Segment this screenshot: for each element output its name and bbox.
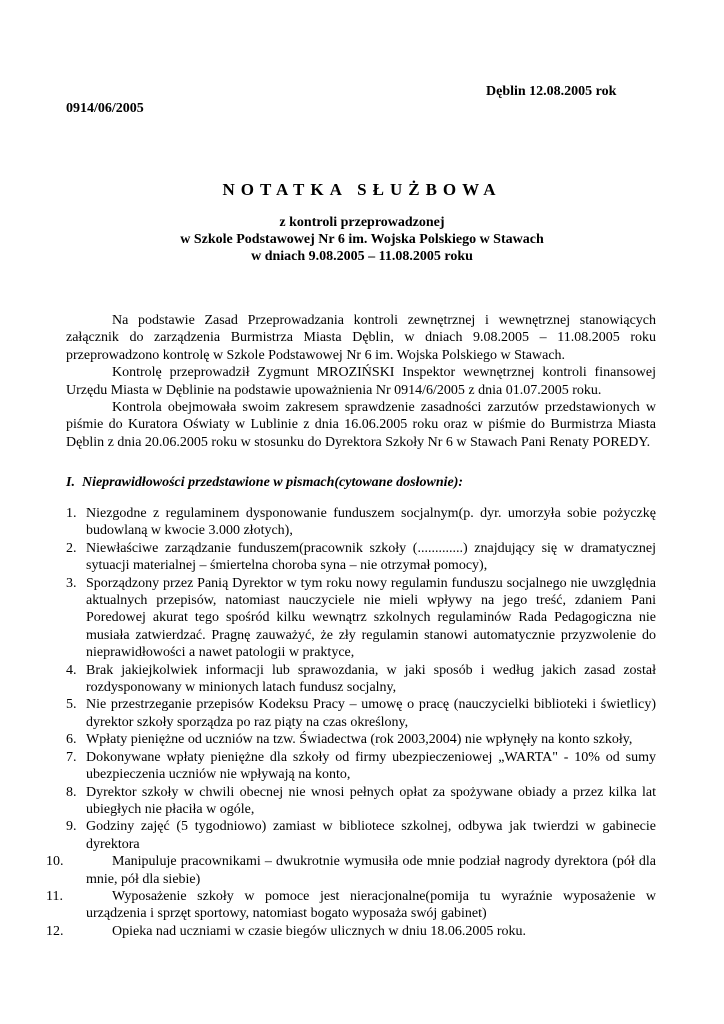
subtitle-line: w Szkole Podstawowej Nr 6 im. Wojska Polskiego w Stawach [180, 232, 544, 247]
list-item-text: Sporządzony przez Panią Dyrektor w tym roku nowy regulamin funduszu socjalnego nie uwzględnia aktualnych przepisów, natomiast nauczyciele nie mieli wpływy na jego treść, zdaniem Pani Poredowej akurat tego spośród kilku wewnątrz szkolnych regulaminów Rada Pedagogiczna nie musiała zatwierdzać. Pragnę zauważyć, że zły regulamin stanowi automatycznie przyzwolenie do nieprawidłowości a nawet patologii w praktyce, [86, 575, 656, 661]
list-item-text: Niezgodne z regulaminem dysponowanie funduszem socjalnym(p. dyr. umorzyła sobie pożyczkę budowlaną w kwocie 3.000 złotych), [86, 506, 656, 539]
list-item [66, 731, 656, 748]
section-heading [66, 475, 463, 491]
list-item [66, 662, 656, 697]
list-item-text: Niewłaściwe zarządzanie funduszem(pracownik szkoły (.............) znajdujący się w dramatycznej sytuacji materialnej – śmiertelna choroba syna – nie otrzymał pomocy), [86, 540, 656, 574]
list-item-text: Nie przestrzeganie przepisów Kodeksu Pracy – umowę o pracę (nauczycielki biblioteki i świetlicy) dyrektor szkoły sporządza po raz piąty na czas określony, [86, 697, 656, 730]
document-subtitle [0, 214, 724, 265]
list-item-text: Wyposażenie szkoły w pomoce jest nieracjonalne(pomija tu wyraźnie wyposażenie w urządzenia i sprzęt sportowy, natomiast bogato wyposaża swój gabinet) [86, 888, 656, 922]
list-item-text: Manipuluje pracownikami – dwukrotnie wymusiła ode mnie podział nagrody dyrektora (pół dla mnie, pół dla siebie) [86, 854, 656, 887]
subtitle-line: z kontroli przeprowadzonej [279, 215, 445, 230]
list-item [66, 696, 656, 731]
list-item [66, 540, 656, 575]
list-item-text: Dyrektor szkoły w chwili obecnej nie wnosi pełnych opłat za spożywane obiady a przez kilka lat ubiegłych nie płaciła w ogóle, [86, 784, 656, 817]
list-item-number: 1. [66, 506, 77, 521]
list-item-number: 12. [46, 923, 64, 939]
list-item-number: 9. [66, 819, 77, 835]
document-date: Dęblin 12.08.2005 rok [486, 84, 617, 99]
list-item-text: Wpłaty pieniężne od uczniów na tzw. Świadectwa (rok 2003,2004) nie wpłynęły na konto szkoły, [86, 732, 633, 748]
intro-paragraph: Kontrola obejmowała swoim zakresem sprawdzenie zasadności zarzutów przedstawionych w piśmie do Kuratora Oświaty w Lublinie z dnia 16.06.2005 roku oraz w piśmie do Burmistrza Miasta Dęblin z dnia 20.06.2005 roku w stosunku do Dyrektora Szkoły Nr 6 w Stawach Pani Renaty POREDY. [66, 400, 656, 450]
list-item-number: 10. [46, 854, 64, 870]
list-item [66, 575, 656, 662]
list-item-number: 7. [66, 749, 77, 765]
list-item-number: 2. [66, 540, 77, 556]
list-item [66, 749, 656, 784]
intro-paragraph: Kontrolę przeprowadził Zygmunt MROZIŃSKI Inspektor wewnętrznej kontroli finansowej Urzędu Miasta w Dęblinie na podstawie upoważnienia Nr 0914/6/2005 z dnia 01.07.2005 roku. [66, 365, 656, 398]
list-item-number: 4. [66, 662, 77, 678]
list-item [66, 505, 656, 540]
list-item-number: 3. [66, 575, 77, 591]
list-item-text: Opieka nad uczniami w czasie biegów ulicznych w dniu 18.06.2005 roku. [112, 923, 527, 939]
subtitle-line: w dniach 9.08.2005 – 11.08.2005 roku [251, 249, 473, 264]
section-heading-text: Nieprawidłowości przedstawione w pismach(cytowane dosłownie): [81, 475, 464, 490]
list-item [66, 818, 656, 853]
reference-number: 0914/06/2005 [66, 101, 144, 116]
list-item-number: 5. [66, 697, 77, 713]
list-item-text: Godziny zajęć (5 tygodniowo) zamiast w bibliotece szkolnej, odbywa jak twierdzi w gabinecie dyrektora [86, 819, 656, 852]
list-item-number: 11. [46, 888, 63, 904]
list-item-text: Dokonywane wpłaty pieniężne dla szkoły od firmy ubezpieczeniowej „WARTA" - 10% od sumy ubezpieczenia uczniów nie wpływają na konto, [86, 749, 656, 783]
list-item-text: Brak jakiejkolwiek informacji lub sprawozdania, w jaki sposób i według jakich zasad został rozdysponowany w minionych latach fundusz socjalny, [86, 662, 656, 696]
list-item-number: 6. [66, 732, 77, 748]
list-item [46, 888, 656, 923]
section-number: I. [66, 475, 75, 490]
intro-paragraph: Na podstawie Zasad Przeprowadzania kontroli zewnętrznej i wewnętrznej stanowiących załącznik do zarządzenia Burmistrza Miasta Dęblin, w dniach 9.08.2005 – 11.08.2005 roku przeprowadzono kontrolę w Szkole Podstawowej Nr 6 im. Wojska Polskiego w Stawach. [66, 313, 656, 363]
list-item [46, 853, 656, 888]
list-item [66, 784, 656, 819]
list-item-number: 8. [66, 784, 77, 800]
list-item [46, 923, 656, 940]
irregularities-list [46, 505, 656, 940]
intro-section [66, 312, 656, 451]
document-title: NOTATKA SŁUŻBOWA [222, 180, 502, 199]
